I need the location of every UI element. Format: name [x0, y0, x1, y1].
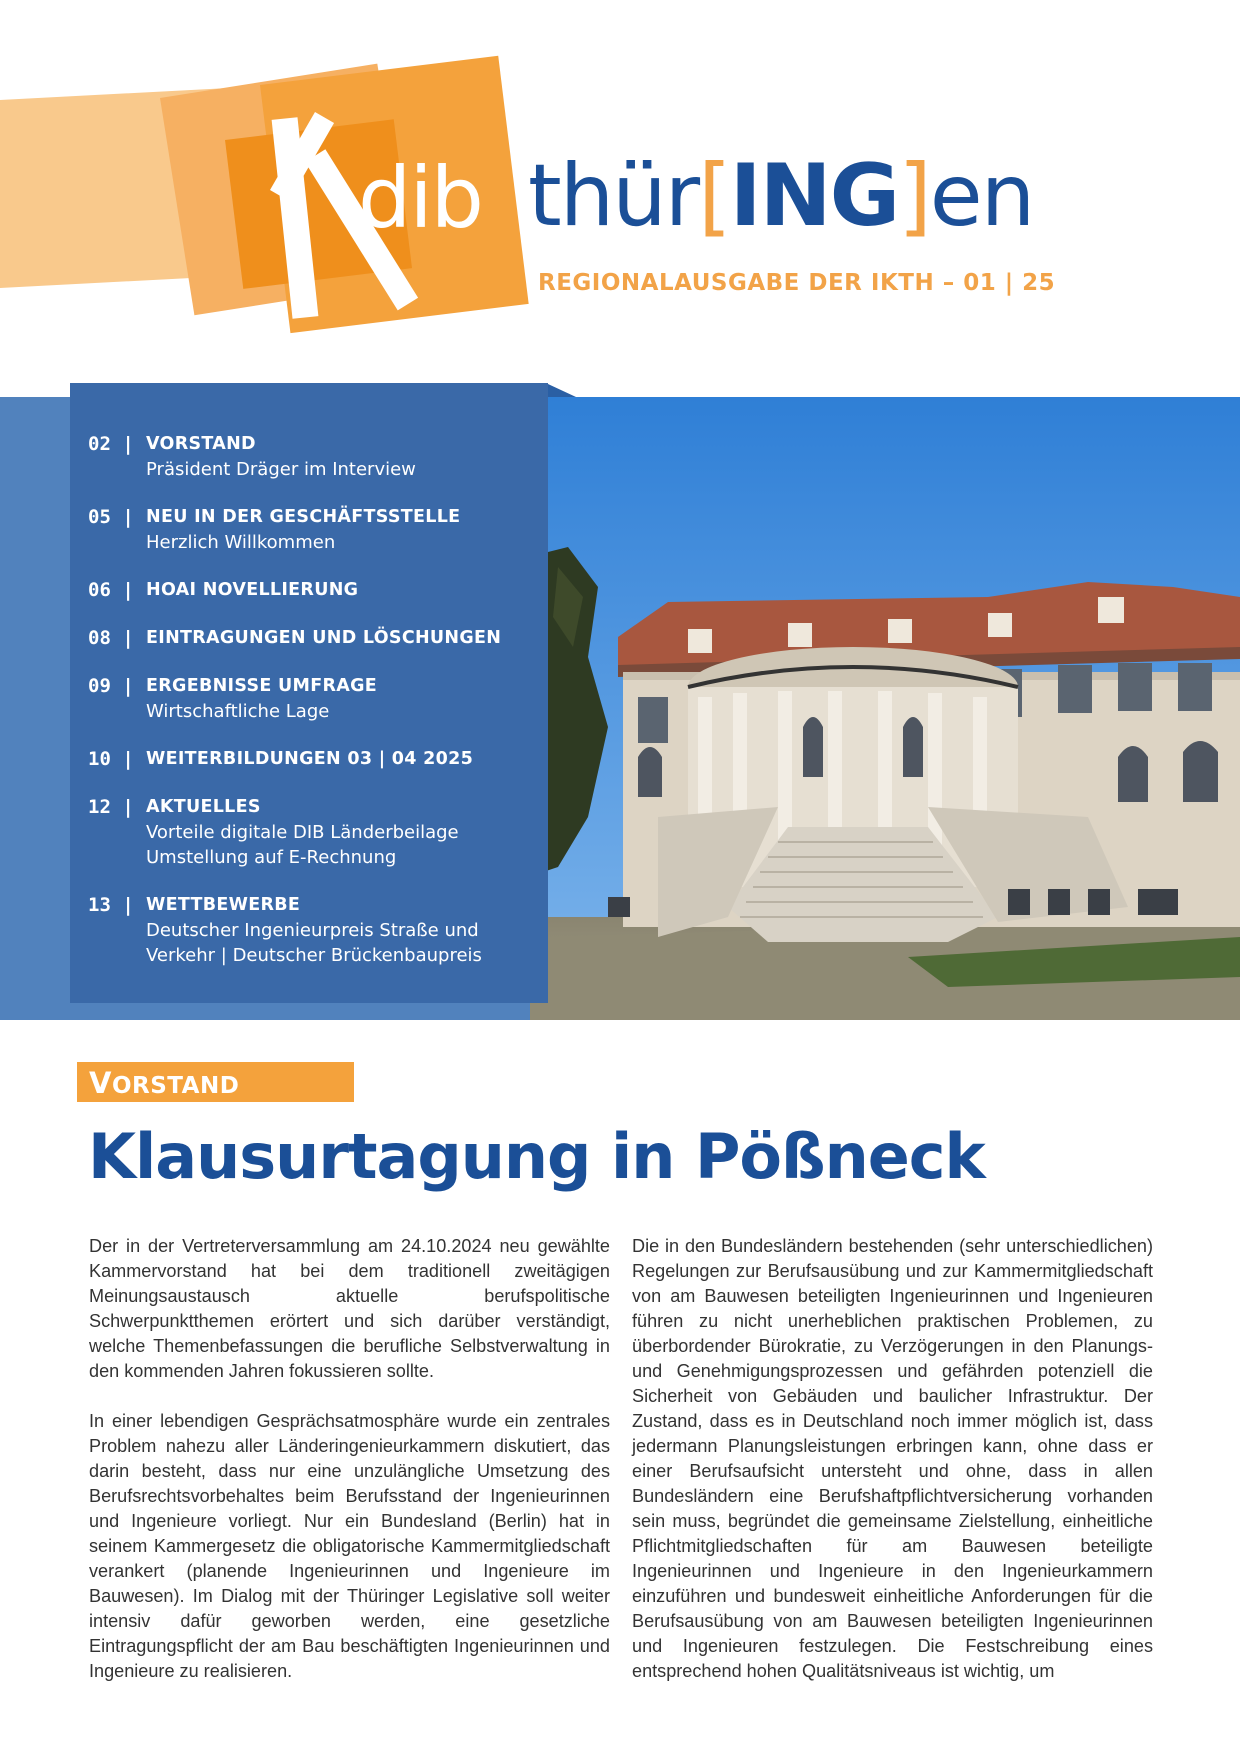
toc-subheading-2: Verkehr | Deutscher Brückenbaupreis [146, 945, 482, 966]
toc-page-number: 10 | [88, 748, 134, 770]
toc-item-hoai[interactable] [88, 578, 528, 603]
toc-page-number: 09 | [88, 675, 134, 697]
villa-illustration [528, 397, 1240, 1020]
toc-heading: HOAI NOVELLIERUNG [146, 580, 359, 600]
toc-item-wettbewerbe[interactable] [88, 893, 528, 968]
toc-heading: ERGEBNISSE UMFRAGE [146, 676, 378, 696]
title-bracket-close: ] [898, 146, 930, 246]
title-mid: ING [729, 146, 899, 246]
toc-tab-notch [548, 384, 576, 397]
title-bracket-open: [ [698, 146, 730, 246]
article-column-left [89, 1234, 610, 1709]
table-of-contents [88, 432, 528, 991]
toc-heading: EINTRAGUNGEN UND LÖSCHUNGEN [146, 628, 502, 648]
article-paragraph: In einer lebendigen Gesprächsatmosphäre wurde ein zentrales Problem nahezu aller Länderingenieurkammern diskutiert, das darin besteht, dass nur eine unzulängliche Umsetzung des Berufsrechtsvorbehaltes beim Berufsstand der Ingenieurinnen und Ingenieure vorliegt. Nur ein Bundesland (Berlin) hat in seinem Kammergesetz die obligatorische Kammermitgliedschaft verankert (planende Ingenieurinnen und Ingenieure im Bauwesen). Im Dialog mit der Thüringer Legislative soll weiter intensiv dafür geworben werden, eine gesetzliche Eintragungspflicht der am Bau beschäftigten Ingenieurinnen und Ingenieure zu realisieren. [89, 1411, 610, 1681]
toc-item-umfrage[interactable] [88, 674, 528, 724]
toc-page-number: 12 | [88, 796, 134, 818]
toc-subheading-2: Umstellung auf E-Rechnung [146, 847, 397, 868]
toc-item-vorstand[interactable] [88, 432, 528, 482]
toc-item-aktuelles[interactable] [88, 795, 528, 870]
toc-heading: WETTBEWERBE [146, 895, 301, 915]
title-pre: thür [528, 146, 699, 246]
article-headline: Klausurtagung in Pößneck [88, 1120, 985, 1193]
section-tag [77, 1062, 354, 1102]
toc-page-number: 08 | [88, 627, 134, 649]
article-paragraph: Die in den Bundesländern bestehenden (sehr unterschiedlichen) Regelungen zur Berufsausübung und zur Kammermitgliedschaft von am Bauwesen beteiligten Ingenieurinnen und Ingenieuren führen zu nicht unerheblichen praktischen Problemen, zu überbordender Bürokratie, zu Verzögerungen in den Planungs- und Genehmigungsprozessen und gefährden potenziell die Sicherheit von Gebäuden und baulicher Infrastruktur. Der Zustand, dass es in Deutschland noch immer möglich ist, dass jedermann Planungsleistungen erbringen kann, ohne dass er einer Berufsaufsicht untersteht und ohne, dass in allen Bundesländern eine Berufshaftpflichtversicherung vorhanden sein muss, begründet die gemeinsame Zielstellung, einheitliche Pflichtmitgliedschaften für am Bauwesen beteiligte Ingenieurinnen und Ingenieure in den Ingenieurkammern einzuführen und bundesweit einheitliche Anforderungen für die Berufsausübung von am Bauwesen beteiligten Ingenieurinnen und Ingenieuren festzulegen. Die Festschreibung eines entsprechend hohen Qualitätsniveaus ist wichtig, um [632, 1236, 1153, 1681]
section-tag-rest: ORSTAND [111, 1073, 240, 1099]
toc-page-number: 02 | [88, 433, 134, 455]
logo-dib-text: dib [358, 149, 482, 247]
toc-page-number: 05 | [88, 506, 134, 528]
title-post: en [929, 146, 1034, 246]
section-tag-initial: V [89, 1066, 112, 1100]
toc-item-weiterbildungen[interactable] [88, 747, 528, 772]
toc-heading: NEU IN DER GESCHÄFTSSTELLE [146, 507, 461, 527]
toc-heading: VORSTAND [146, 434, 256, 454]
article-column-right [632, 1234, 1153, 1709]
masthead [0, 0, 1240, 380]
toc-page-number: 13 | [88, 894, 134, 916]
toc-item-geschaeftsstelle[interactable] [88, 505, 528, 555]
toc-subheading: Herzlich Willkommen [146, 532, 336, 553]
toc-item-eintragungen[interactable] [88, 626, 528, 651]
article-paragraph: Der in der Vertreterversammlung am 24.10.2024 neu gewählte Kammervorstand hat bei dem traditionell zweitägigen Meinungsaustausch aktuelle berufspolitische Schwerpunktthemen erörtert und sich darüber verständigt, welche Themenbefassungen die berufliche Selbstverwaltung in den kommenden Jahren fokussieren sollte. [89, 1236, 610, 1381]
issue-subtitle: REGIONALAUSGABE DER IKTH – 01 | 25 [538, 270, 1056, 296]
toc-subheading: Präsident Dräger im Interview [146, 459, 416, 480]
toc-heading: WEITERBILDUNGEN 03 | 04 2025 [146, 749, 474, 769]
toc-subheading: Deutscher Ingenieurpreis Straße und [146, 920, 479, 941]
magazine-title [528, 146, 1033, 246]
toc-subheading: Vorteile digitale DIB Länderbeilage [146, 822, 459, 843]
cover-photo-villa [528, 397, 1240, 1020]
toc-page-number: 06 | [88, 579, 134, 601]
toc-heading: AKTUELLES [146, 797, 261, 817]
toc-subheading: Wirtschaftliche Lage [146, 701, 330, 722]
